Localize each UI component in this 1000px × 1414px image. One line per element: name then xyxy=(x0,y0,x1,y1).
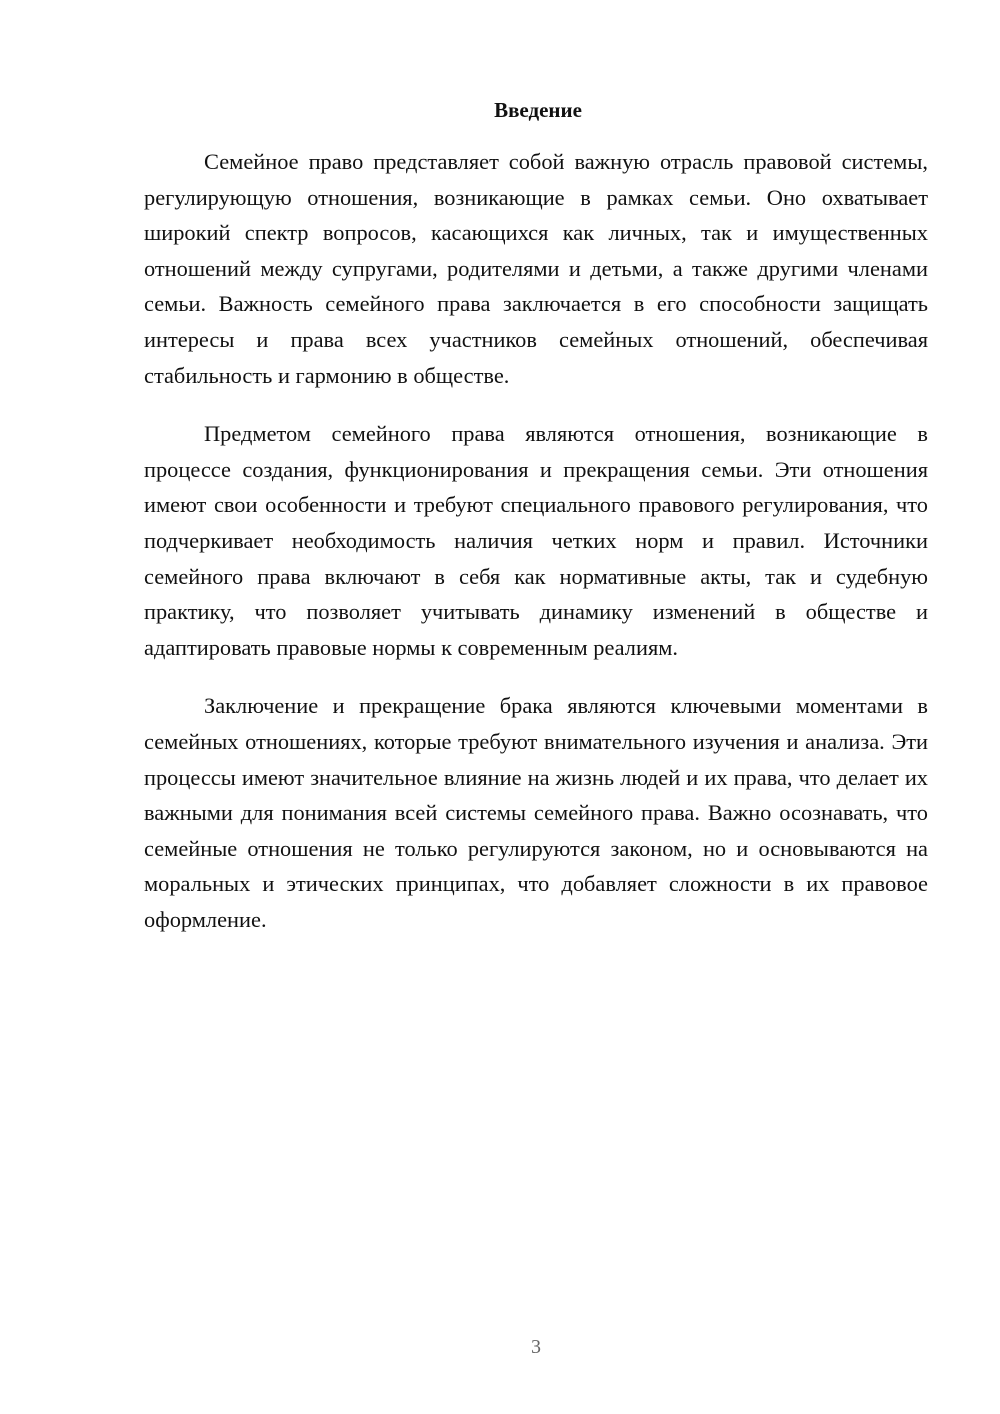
paragraph-3: Заключение и прекращение брака являются ключевыми моментами в семейных отношениях, которые требуют внимательного изучения и анализа. Эти процессы имеют значительное влияние на жизнь людей и их права, что делает их важными для понимания всей системы семейного права. Важно осознавать, что семейные отношения не только регулируются законом, но и основываются на моральных и этических принципах, что добавляет сложности в их правовое оформление. xyxy=(144,693,928,932)
page-content xyxy=(144,96,928,960)
paragraph-2: Предметом семейного права являются отношения, возникающие в процессе создания, функционирования и прекращения семьи. Эти отношения имеют свои особенности и требуют специального правового регулирования, что подчеркивает необходимость наличия четких норм и правил. Источники семейного права включают в себя как нормативные акты, так и судебную практику, что позволяет учитывать динамику изменений в обществе и адаптировать правовые нормы к современным реалиям. xyxy=(144,421,928,660)
section-title: Введение xyxy=(494,98,582,122)
page-number: 3 xyxy=(531,1336,541,1358)
paragraph-1: Семейное право представляет собой важную отрасль правовой системы, регулирующую отношения, возникающие в рамках семьи. Оно охватывает широкий спектр вопросов, касающихся как личных, так и имущественных отношений между супругами, родителями и детьми, а также другими членами семьи. Важность семейного права заключается в его способности защищать интересы и права всех участников семейных отношений, обеспечивая стабильность и гармонию в обществе. xyxy=(144,149,928,388)
